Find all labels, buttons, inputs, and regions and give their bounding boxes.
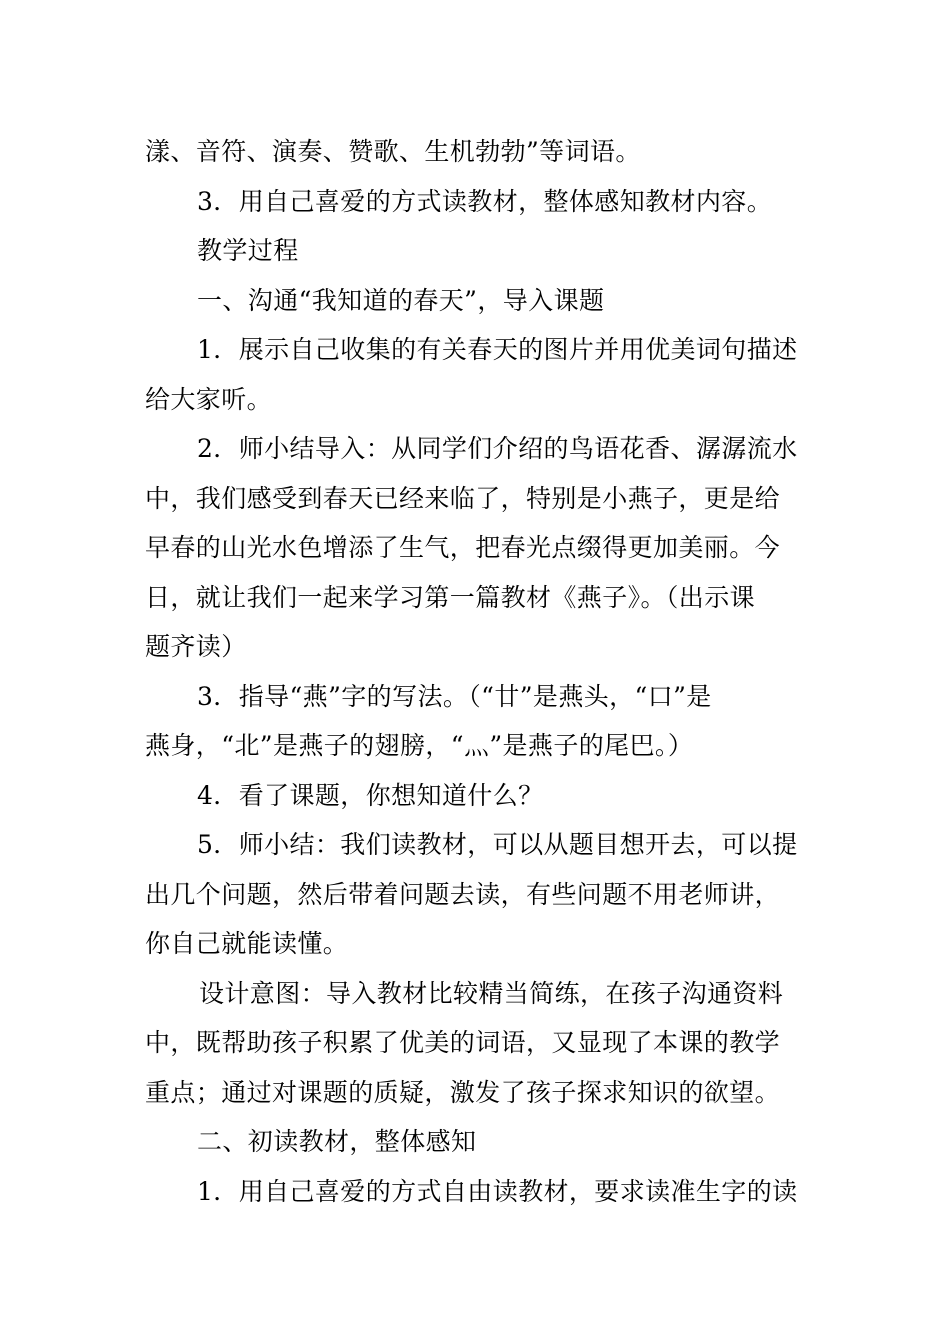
text-line: 燕身，“北”是燕子的翅膀，“灬”是燕子的尾巴。） [145, 731, 694, 760]
text-line: 日，就让我们一起来学习第一篇教材《燕子》。（出示课 [145, 582, 756, 612]
text-line: 3．指导“燕”字的写法。（“廿”是燕头，“口”是 [197, 681, 712, 711]
section-heading: 二、初读教材，整体感知 [197, 1127, 477, 1156]
text-line: 漾、音符、演奏、赞歌、生机勃勃”等词语。 [145, 137, 641, 166]
text-line: 2．师小结导入：从同学们介绍的鸟语花香、潺潺流水 [197, 434, 798, 463]
design-intent-line: 设计意图：导入教材比较精当简练，在孩子沟通资料 [199, 978, 784, 1008]
text-line: 中，既帮助孩子积累了优美的词语，又显现了本课的教学 [145, 1028, 781, 1057]
text-line: 出几个问题，然后带着问题去读，有些问题不用老师讲， [145, 879, 781, 909]
text-line: 4．看了课题，你想知道什么？ [197, 780, 544, 810]
text-line: 中，我们感受到春天已经来临了，特别是小燕子，更是给 [145, 483, 781, 513]
text-line: 你自己就能读懂。 [145, 929, 349, 958]
text-line: 重点；通过对课题的质疑，激发了孩子探求知识的欲望。 [145, 1077, 781, 1107]
text-line: 1．展示自己收集的有关春天的图片并用优美词句描述 [197, 335, 798, 364]
section-heading: 一、沟通“我知道的春天”，导入课题 [197, 285, 605, 315]
document-body [145, 127, 815, 1216]
text-line: 1．用自己喜爱的方式自由读教材，要求读准生字的读 [197, 1176, 798, 1206]
text-line: 早春的山光水色增添了生气，把春光点缀得更加美丽。今 [145, 533, 781, 562]
text-line: 5．师小结：我们读教材，可以从题目想开去，可以提 [197, 830, 798, 859]
text-line: 给大家听。 [145, 384, 273, 414]
section-heading: 教学过程 [197, 236, 299, 265]
text-line: 3．用自己喜爱的方式读教材，整体感知教材内容。 [197, 186, 773, 216]
text-line: 题齐读） [145, 632, 247, 661]
